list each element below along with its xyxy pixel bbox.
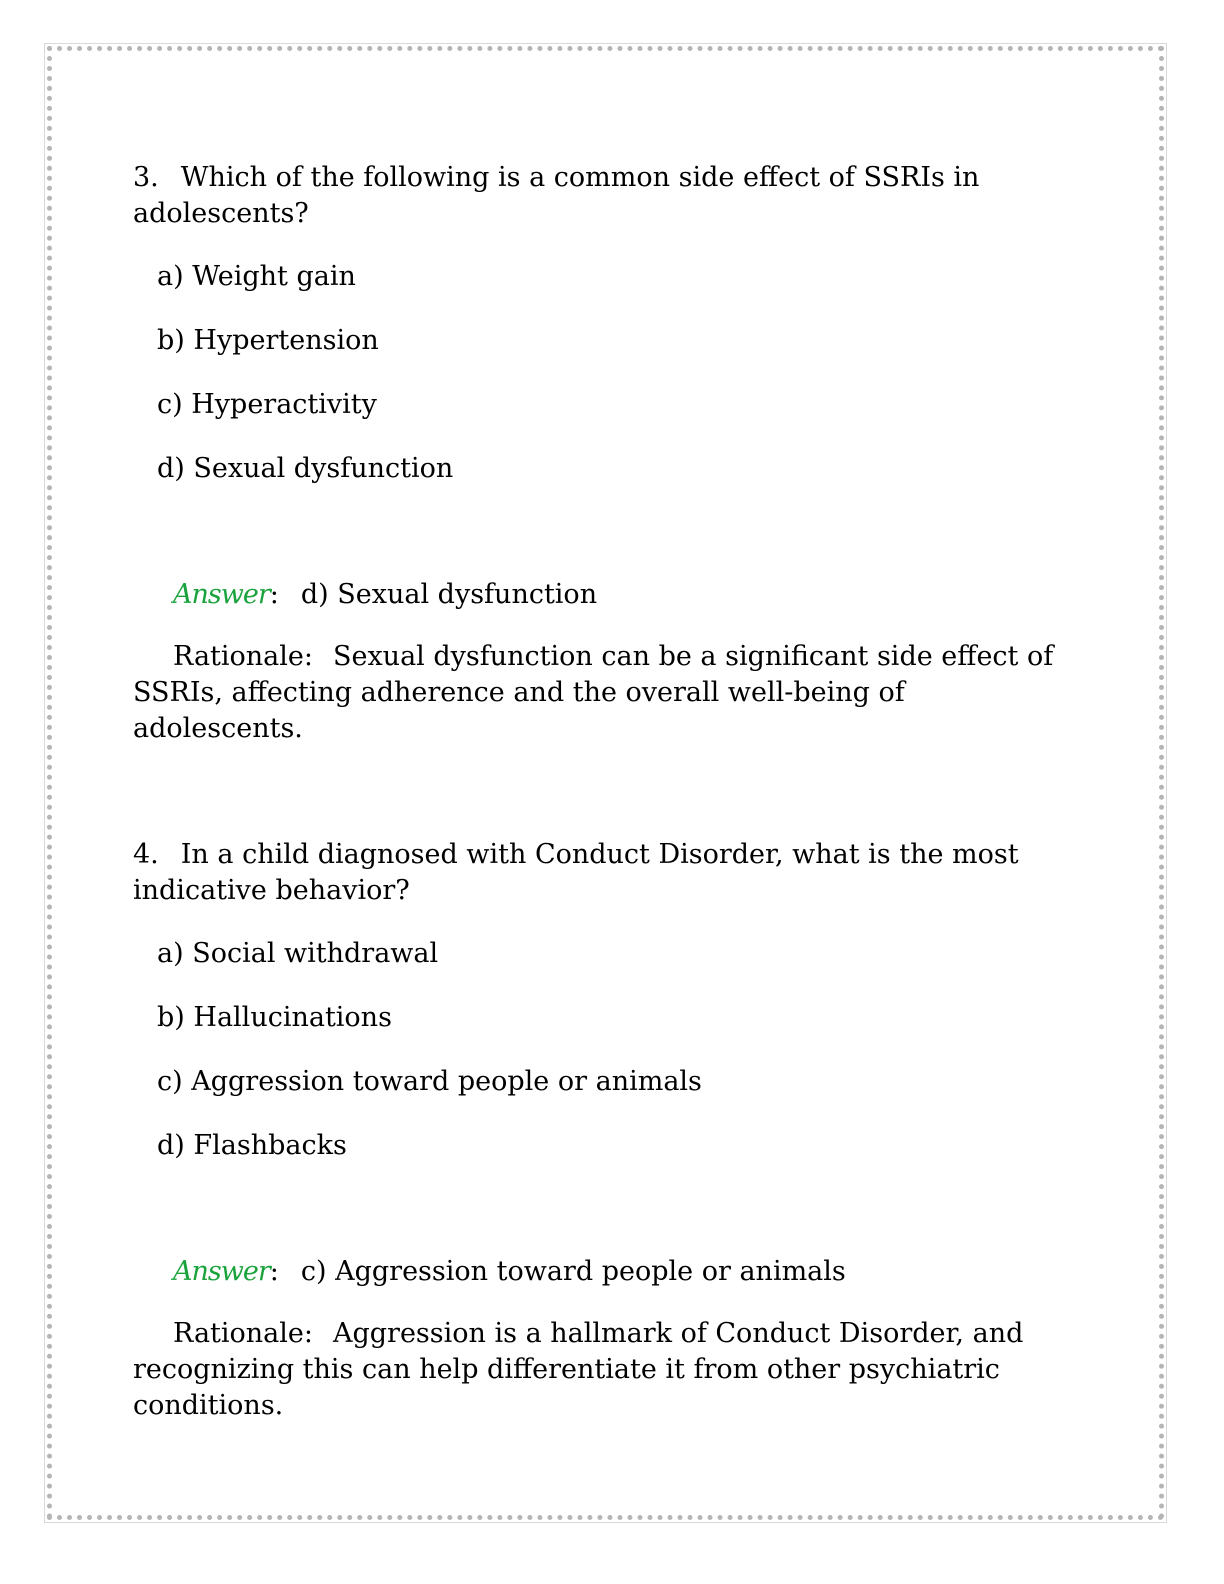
answer-options: [133, 259, 1083, 487]
rationale-paragraph: [133, 1316, 1083, 1424]
option-d: d) Flashbacks: [157, 1130, 347, 1161]
rationale-label: Rationale:: [173, 641, 313, 672]
answer-colon: :: [269, 1256, 279, 1287]
option-c: c) Hyperactivity: [157, 389, 377, 420]
answer-options: [133, 936, 1083, 1164]
answer-text: c) Aggression toward people or animals: [300, 1256, 846, 1287]
option-c: c) Aggression toward people or animals: [157, 1066, 702, 1097]
question-block: [133, 160, 1083, 747]
answer-colon: :: [269, 579, 279, 610]
answer-line: [133, 577, 1083, 613]
option-d: d) Sexual dysfunction: [157, 453, 454, 484]
answer-label: Answer: [173, 1256, 270, 1287]
option-a: a) Social withdrawal: [157, 938, 439, 969]
question-text: [133, 160, 1083, 232]
question-number: 3.: [133, 162, 159, 193]
question-number: 4.: [133, 839, 159, 870]
question-stem: In a child diagnosed with Conduct Disorder, what is the most indicative behavior?: [133, 839, 1019, 906]
option-a: a) Weight gain: [157, 261, 356, 292]
question-block: [133, 837, 1083, 1424]
answer-line: [133, 1254, 1083, 1290]
spacer: [133, 747, 1083, 837]
rationale-label: Rationale:: [173, 1318, 313, 1349]
rationale-paragraph: [133, 639, 1083, 747]
question-text: [133, 837, 1083, 909]
rationale-text: Aggression is a hallmark of Conduct Disorder, and recognizing this can help differentiate it from other psychiatric conditions.: [133, 1318, 1024, 1421]
document-content: [133, 160, 1083, 1424]
option-b: b) Hypertension: [157, 325, 379, 356]
question-stem: Which of the following is a common side effect of SSRIs in adolescents?: [133, 162, 980, 229]
answer-text: d) Sexual dysfunction: [300, 579, 598, 610]
option-b: b) Hallucinations: [157, 1002, 392, 1033]
rationale-text: Sexual dysfunction can be a significant side effect of SSRIs, affecting adherence and the overall well-being of adolescents.: [133, 641, 1054, 744]
answer-label: Answer: [173, 579, 270, 610]
